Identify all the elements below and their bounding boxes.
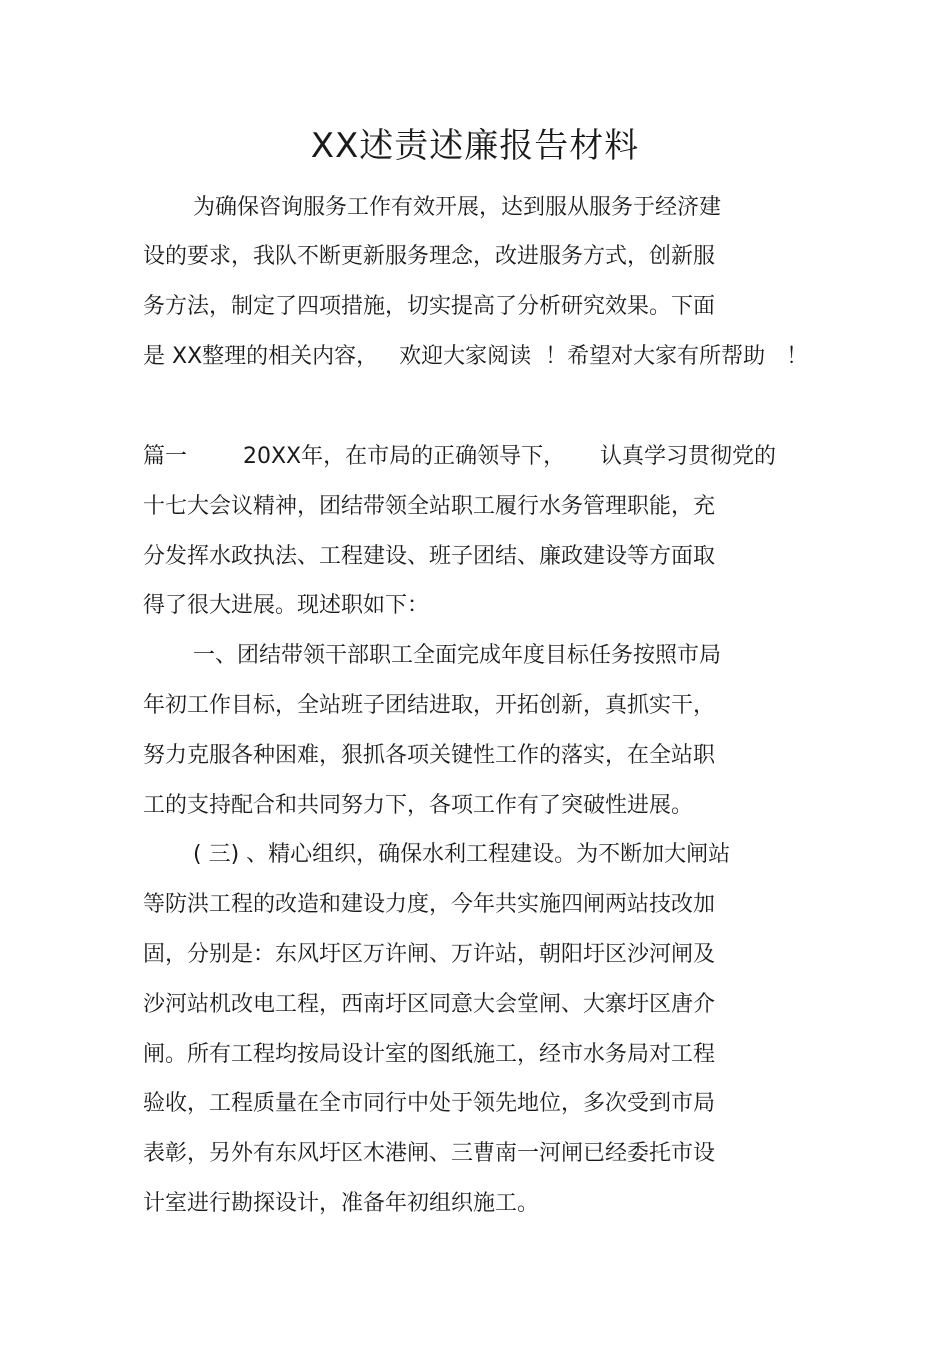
section1-line-1: 篇一 20XX年，在市局的正确领导下， 认真学习贯彻党的 (143, 444, 777, 469)
para2-line-1: ( 三) 、精心组织，确保水利工程建设。为不断加大闸站 (193, 842, 731, 867)
para1-line-4: 工的支持配合和共同努力下，各项工作有了突破性进展。 (143, 793, 694, 818)
para2-line-7: 表彰，另外有东风圩区木港闸、三曹南一河闸已经委托市设 (143, 1141, 716, 1166)
para1-line-1: 一、团结带领干部职工全面完成年度目标任务按照市局 (193, 643, 722, 668)
intro-line-2: 设的要求，我队不断更新服务理念，改进服务方式，创新服 (143, 244, 716, 269)
para2-line-5: 闸。所有工程均按局设计室的图纸施工，经市水务局对工程 (143, 1042, 716, 1067)
para2-line-3: 固，分别是：东风圩区万许闸、万许站，朝阳圩区沙河闸及 (143, 942, 716, 967)
intro-line-3: 务方法，制定了四项措施，切实提高了分析研究效果。下面 (143, 294, 716, 319)
para1-line-2: 年初工作目标，全站班子团结进取，开拓创新，真抓实干， (143, 693, 716, 718)
section1-line-4: 得了很大进展。现述职如下： (143, 593, 430, 618)
intro-line-4: 是 XX整理的相关内容， 欢迎大家阅读 ！希望对大家有所帮助 ！ (143, 344, 809, 369)
section1-line-2: 十七大会议精神，团结带领全站职工履行水务管理职能，充 (143, 494, 716, 519)
para2-line-8: 计室进行勘探设计，准备年初组织施工。 (143, 1191, 540, 1216)
para2-line-6: 验收，工程质量在全市同行中处于领先地位，多次受到市局 (143, 1091, 716, 1116)
section1-line-3: 分发挥水政执法、工程建设、班子团结、廉政建设等方面取 (143, 544, 716, 569)
document-title: XX述责述廉报告材料 (310, 126, 640, 166)
para1-line-3: 努力克服各种困难，狠抓各项关键性工作的落实，在全站职 (143, 743, 716, 768)
intro-line-1: 为确保咨询服务工作有效开展，达到服从服务于经济建 (193, 195, 722, 220)
para2-line-2: 等防洪工程的改造和建设力度，今年共实施四闸两站技改加 (143, 892, 716, 917)
para2-line-4: 沙河站机改电工程，西南圩区同意大会堂闸、大寨圩区唐介 (143, 992, 716, 1017)
